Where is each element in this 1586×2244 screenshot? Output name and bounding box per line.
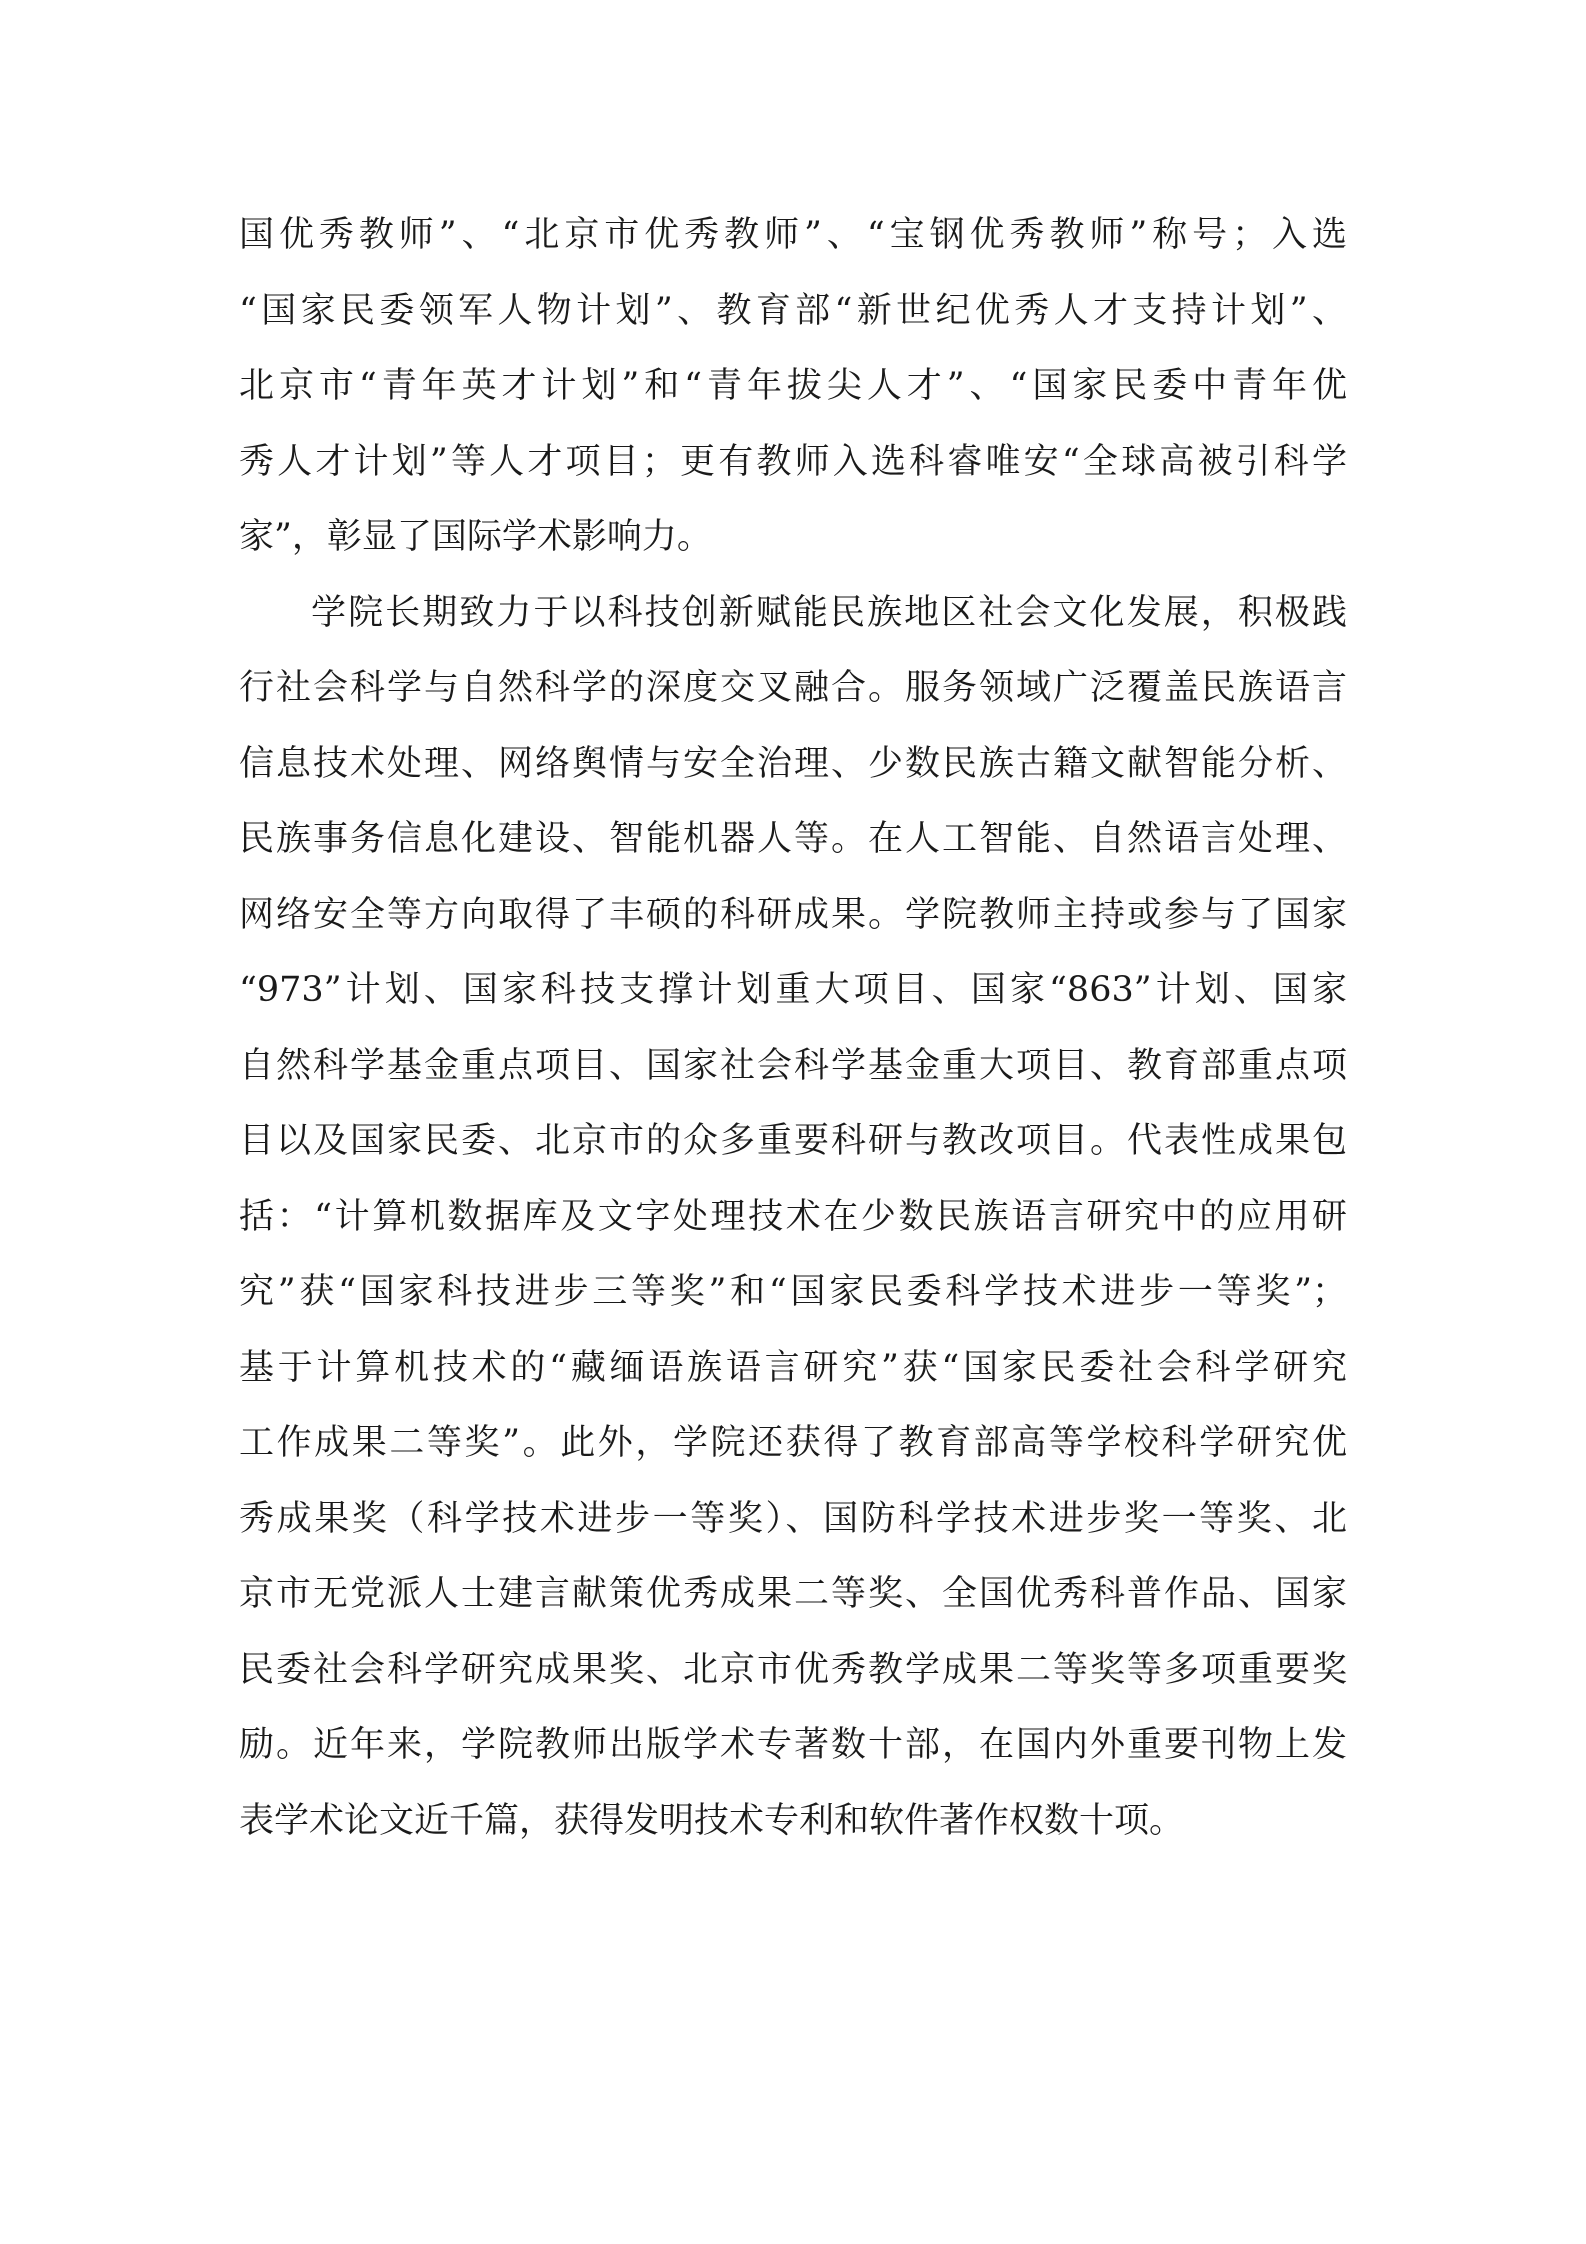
text-line: 表学术论文近千篇，获得发明技术专利和软件著作权数十项。 <box>239 1800 1185 1841</box>
paragraph-2 <box>239 576 1347 1860</box>
text-line: 励。近年来，学院教师出版学术专著数十部，在国内外重要刊物上发 <box>239 1725 1347 1765</box>
text-line: 秀人才计划”等人才项目；更有教师入选科睿唯安“全球高被引科学 <box>239 441 1347 482</box>
text-line: 京市无党派人士建言献策优秀成果二等奖、全国优秀科普作品、国家 <box>239 1574 1347 1614</box>
text-line: 家”，彰显了国际学术影响力。 <box>239 517 712 557</box>
text-line: 信息技术处理、网络舆情与安全治理、少数民族古籍文献智能分析、 <box>239 743 1347 784</box>
document-body <box>239 198 1347 1859</box>
text-line: 工作成果二等奖”。此外，学院还获得了教育部高等学校科学研究优 <box>239 1423 1347 1463</box>
text-line: 究”获“国家科技进步三等奖”和“国家民委科学技术进步一等奖”； <box>239 1272 1347 1312</box>
text-line: 民委社会科学研究成果奖、北京市优秀教学成果二等奖等多项重要奖 <box>239 1649 1347 1690</box>
text-line: 学院长期致力于以科技创新赋能民族地区社会文化发展，积极践 <box>311 592 1347 633</box>
text-line: 基于计算机技术的“藏缅语族语言研究”获“国家民委社会科学研究 <box>239 1347 1347 1388</box>
text-line: “国家民委领军人物计划”、教育部“新世纪优秀人才支持计划”、 <box>239 290 1347 331</box>
text-line: 自然科学基金重点项目、国家社会科学基金重大项目、教育部重点项 <box>239 1045 1347 1086</box>
text-line: 目以及国家民委、北京市的众多重要科研与教改项目。代表性成果包 <box>239 1121 1347 1161</box>
text-line: 网络安全等方向取得了丰硕的科研成果。学院教师主持或参与了国家 <box>239 894 1347 935</box>
text-line: 民族事务信息化建设、智能机器人等。在人工智能、自然语言处理、 <box>239 819 1347 859</box>
paragraph-1 <box>239 198 1347 576</box>
text-line: 国优秀教师”、“北京市优秀教师”、“宝钢优秀教师”称号；入选 <box>239 215 1347 255</box>
text-line: “973”计划、国家科技支撑计划重大项目、国家“863”计划、国家 <box>239 970 1347 1010</box>
text-line: 北京市“青年英才计划”和“青年拔尖人才”、“国家民委中青年优 <box>239 366 1347 406</box>
text-line: 括：“计算机数据库及文字处理技术在少数民族语言研究中的应用研 <box>239 1196 1347 1237</box>
text-line: 秀成果奖（科学技术进步一等奖）、国防科学技术进步奖一等奖、北 <box>239 1498 1347 1539</box>
text-line: 行社会科学与自然科学的深度交叉融合。服务领域广泛覆盖民族语言 <box>239 668 1347 708</box>
